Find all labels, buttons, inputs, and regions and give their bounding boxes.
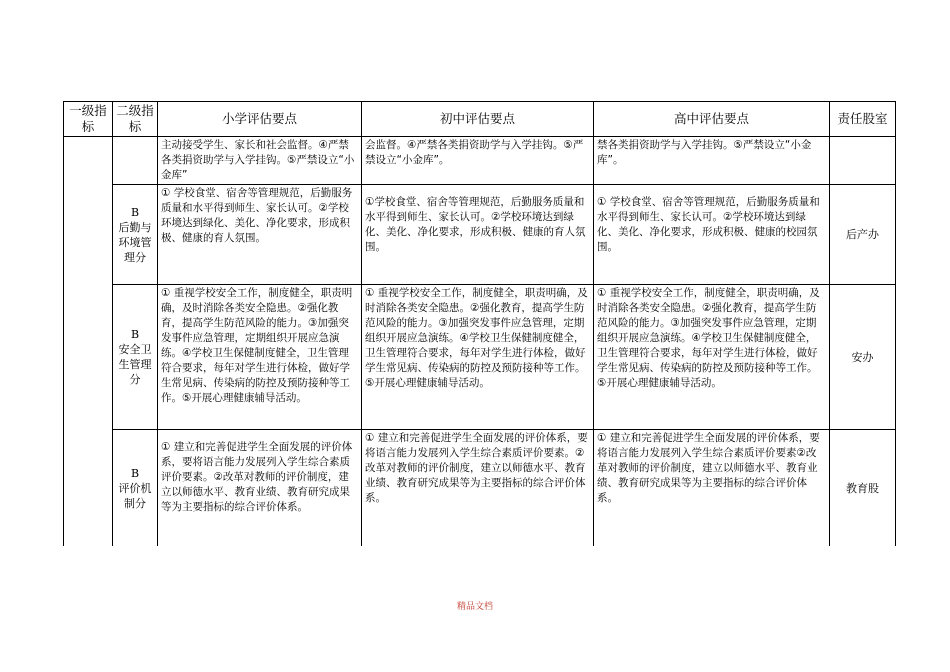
level2-name: 评价机制分 (118, 481, 152, 510)
header-primary: 小学评估要点 (158, 102, 362, 137)
header-level1: 一级指标 (64, 102, 113, 137)
level2-code: B (130, 205, 140, 219)
footer-watermark: 精品文档 (456, 602, 493, 612)
level2-cell (113, 430, 158, 547)
table-row (64, 185, 896, 285)
office-cell: 教育股 (830, 430, 896, 547)
junior-cell: ①学校食堂、宿舍等管理规范，后勤服务质量和水平得到师生、家长认可。②学校环境达到绿化、美化、净化要求，形成积极、健康的育人氛围。 (362, 185, 594, 285)
office-cell: 安办 (830, 285, 896, 430)
senior-cell: ① 建立和完善促进学生全面发展的评价体系，要将语言能力发展列入学生综合素质评价要素②改革对教师的评价制度，建立以师德水平、教育业绩、教育研究成果等为主要指标的综合评价体系。 (594, 430, 830, 547)
table-row (64, 285, 896, 430)
level1-cell (64, 137, 113, 547)
header-senior: 高中评估要点 (594, 102, 830, 137)
evaluation-table (63, 101, 896, 546)
senior-cell: ① 学校食堂、宿舍等管理规范，后勤服务质量和水平得到师生、家长认可。②学校环境达到绿化、美化、净化要求，形成积极、健康的校园氛围。 (594, 185, 830, 285)
office-cell (830, 137, 896, 185)
header-junior: 初中评估要点 (362, 102, 594, 137)
primary-cell: ① 学校食堂、宿舍等管理规范，后勤服务质量和水平得到师生、家长认可。②学校环境达到绿化、美化、净化要求，形成积极、健康的育人氛围。 (158, 185, 362, 285)
level2-cell (113, 185, 158, 285)
junior-cell: ① 重视学校安全工作，制度健全，职责明确，及时消除各类安全隐患。②强化教育，提高学生防范风险的能力。③加强突发事件应急管理，定期组织开展应急演练。④学校卫生保健制度健全，卫生管理符合要求，每年对学生进行体检，做好学生常见病、传染病的防控及预防接种等工作。⑤开展心理健康辅导活动。 (362, 285, 594, 430)
header-office: 责任股室 (830, 102, 896, 137)
level2-code: B (130, 328, 140, 341)
office-cell: 后产办 (830, 185, 896, 285)
table-row (64, 137, 896, 185)
level2-cell (113, 137, 158, 185)
level2-name: 安全卫生管理分 (118, 343, 152, 386)
level2-cell (113, 285, 158, 430)
table-row (64, 430, 896, 547)
primary-cell: ① 重视学校安全工作，制度健全，职责明确，及时消除各类安全隐患。②强化教育，提高学生防范风险的能力。③加强突发事件应急管理，定期组织开展应急演练。④学校卫生保健制度健全，卫生管理符合要求，每年对学生进行体检，做好学生常见病、传染病的防控及预防接种等工作。⑤开展心理健康辅导活动。 (158, 285, 362, 430)
level2-code: B (130, 466, 140, 480)
primary-cell: 主动接受学生、家长和社会监督。④严禁各类捐资助学与入学挂钩。⑤严禁设立“小金库” (158, 137, 362, 185)
senior-cell: ① 重视学校安全工作，制度健全，职责明确，及时消除各类安全隐患。②强化教育，提高学生防范风险的能力。③加强突发事件应急管理，定期组织开展应急演练。④学校卫生保健制度健全，卫生管理符合要求，每年对学生进行体检，做好学生常见病、传染病的防控及预防接种等工作。⑤开展心理健康辅导活动。 (594, 285, 830, 430)
primary-cell: ① 建立和完善促进学生全面发展的评价体系，要将语言能力发展列入学生综合素质评价要素。②改革对教师的评价制度，建立以师德水平、教育业绩、教育研究成果等为主要指标的综合评价体系。 (158, 430, 362, 547)
senior-cell: 禁各类捐资助学与入学挂钩。⑤严禁设立“小金库”。 (594, 137, 830, 185)
junior-cell: ① 建立和完善促进学生全面发展的评价体系，要将语言能力发展列入学生综合素质评价要素。②改革对教师的评价制度，建立以师德水平、教育业绩、教育研究成果等为主要指标的综合评价体系。 (362, 430, 594, 547)
junior-cell: 会监督。④严禁各类捐资助学与入学挂钩。⑤严禁设立“小金库”。 (362, 137, 594, 185)
header-level2: 二级指标 (113, 102, 158, 137)
level2-name: 后勤与环境管理分 (118, 220, 152, 264)
table-header-row (64, 102, 896, 137)
